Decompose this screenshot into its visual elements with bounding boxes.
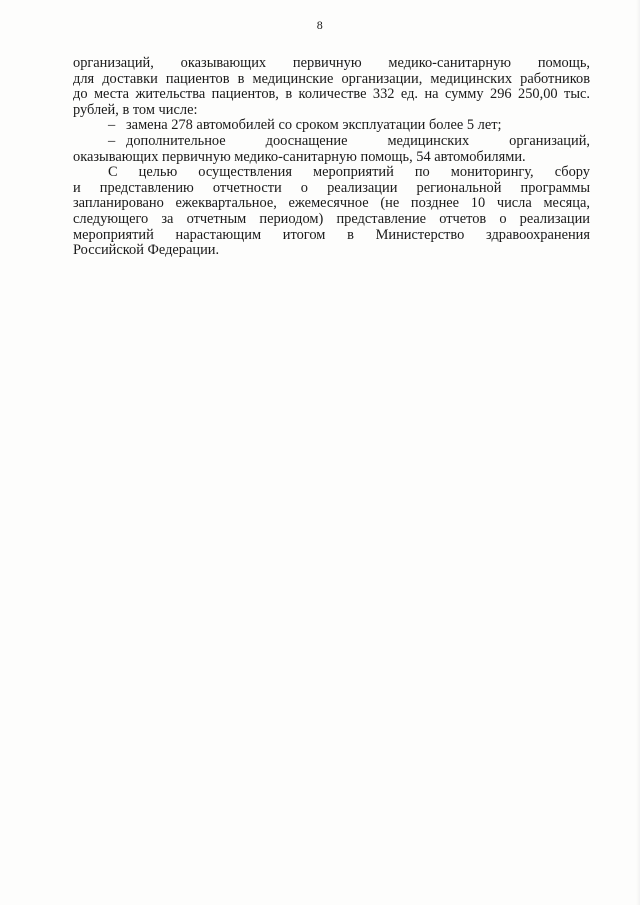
text-line-11: следующего за отчетным периодом) представление отчетов о реализации xyxy=(73,210,590,227)
list-item-replacement xyxy=(73,118,590,134)
scan-edge-shadow xyxy=(636,0,640,905)
text-line-13: Российской Федерации. xyxy=(73,242,220,259)
list-item-text: дополнительное дооснащение медицинских организаций, xyxy=(126,132,590,149)
text-line-7: оказывающих первичную медико-санитарную помощь, 54 автомобилями. xyxy=(73,148,526,165)
text-line-2: для доставки пациентов в медицинские организации, медицинских работников xyxy=(73,70,590,87)
list-item-additional xyxy=(73,134,590,150)
body-text xyxy=(73,56,590,259)
text-line-4: рублей, в том числе: xyxy=(73,101,198,118)
list-dash: – xyxy=(108,132,116,149)
list-dash: – xyxy=(108,117,116,134)
page-number: 8 xyxy=(316,18,324,32)
text-line-9: и представлению отчетности о реализации региональной программы xyxy=(73,179,590,196)
text-line-1: организаций, оказывающих первичную медико-санитарную помощь, xyxy=(73,55,590,71)
text-line-10: запланировано ежеквартальное, ежемесячное (не позднее 10 числа месяца, xyxy=(73,195,590,212)
paragraph-start: С целью осуществления мероприятий по мониторингу, сбору xyxy=(108,164,590,181)
text-line-3: до места жительства пациентов, в количестве 332 ед. на сумму 296 250,00 тыс. xyxy=(73,86,590,103)
text-line-12: мероприятий нарастающим итогом в Министерство здравоохранения xyxy=(73,226,590,243)
list-item-text: замена 278 автомобилей со сроком эксплуатации более 5 лет; xyxy=(126,117,502,134)
